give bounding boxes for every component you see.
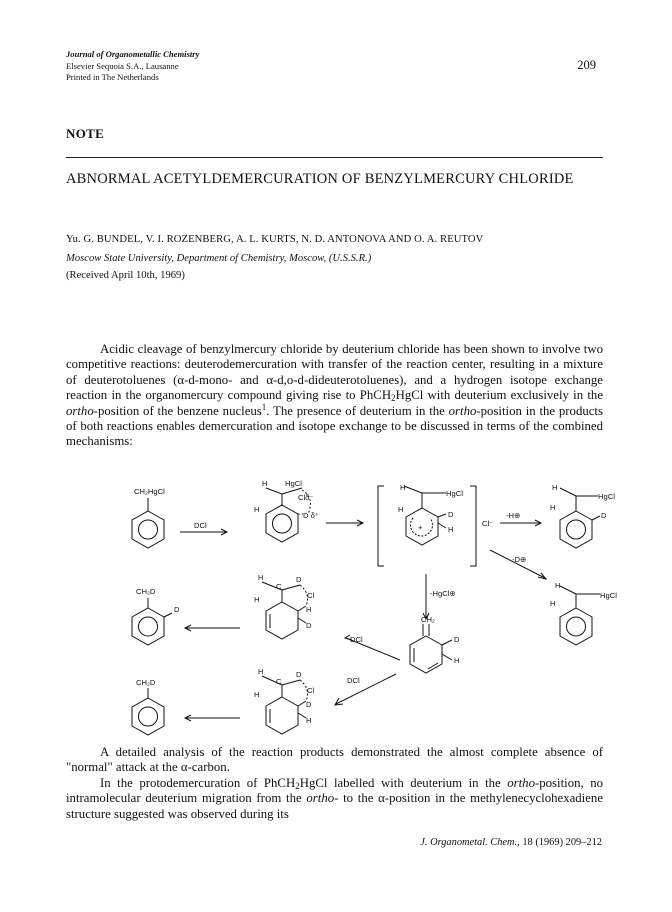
- affiliation: Moscow State University, Department of Chemistry, Moscow, (U.S.S.R.): [66, 253, 372, 264]
- svg-text:D: D: [296, 575, 302, 584]
- paragraph-2: A detailed analysis of the reaction products demonstrated the almost complete absence of "normal" attack at the α-carbon.: [66, 745, 603, 775]
- ch2d-label-2: CH₂D: [136, 678, 156, 687]
- text-after-scheme: [66, 745, 603, 822]
- svg-text:D: D: [454, 635, 460, 644]
- divider: [66, 157, 603, 158]
- received-date: (Received April 10th, 1969): [66, 270, 185, 281]
- svg-text:Cl: Cl: [307, 686, 315, 695]
- svg-text:H: H: [448, 525, 454, 534]
- svg-text:C: C: [276, 582, 282, 591]
- svg-text:D: D: [601, 511, 607, 520]
- cl-minus-label: Cl⁻: [482, 519, 494, 528]
- svg-text:H: H: [306, 716, 312, 725]
- d-delta-label: D δ⁺: [303, 511, 319, 520]
- svg-text:H: H: [262, 479, 268, 488]
- start-group-label: CH₂HgCl: [134, 487, 165, 496]
- svg-text:H: H: [258, 573, 264, 582]
- svg-text:D: D: [306, 621, 312, 630]
- svg-text:D: D: [448, 510, 454, 519]
- reference-1: 1: [261, 401, 267, 412]
- minus-d-label: -D⊕: [512, 555, 527, 564]
- journal-header: [66, 49, 199, 84]
- svg-text:H: H: [398, 505, 404, 514]
- cl-delta-label: Clδ⁻: [298, 493, 314, 502]
- svg-text:H: H: [306, 605, 312, 614]
- svg-text:H: H: [254, 505, 260, 514]
- ch2-label: CH₂: [421, 615, 435, 624]
- minus-h-label: -H⊕: [506, 511, 521, 520]
- paragraph-3: In the protodemercuration of PhCH$_2$HgCl labelled with deuterium in the ortho-position, no intramolecular deuterium migration from the ortho- to the α-position in the methylenecyclohexadiene structure suggested was observed during its: [66, 775, 603, 821]
- svg-text:H: H: [254, 595, 260, 604]
- dcl-label-2: DCl: [350, 635, 363, 644]
- footer-citation: J. Organometal. Chem., 18 (1969) 209–212: [420, 837, 602, 848]
- svg-text:Cl: Cl: [307, 591, 315, 600]
- svg-text:D: D: [174, 605, 180, 614]
- printed-in: Printed in The Netherlands: [66, 72, 159, 82]
- paragraph-1: Acidic cleavage of benzylmercury chloride by deuterium chloride has been shown to involve two competitive reactions: deuterodemercuration with transfer of the reaction center, resulting in a mixture of deuterotoluenes (α-d-mono- and α-d,o-d-dideuterotoluenes), and a hydrogen isotope exchange reaction in the organomercury compound giving rise to PhCH$_2$HgCl with deuterium exclusively in the ortho-position of the benzene nucleus$^1$. The presence of deuterium in the ortho-position in the products of both reactions enables demercuration and isotope exchange to be discussed in terms of the combined mechanisms:: [66, 342, 603, 449]
- svg-text:HgCl: HgCl: [600, 591, 617, 600]
- section-label: NOTE: [66, 126, 105, 141]
- minus-hgcl-label: -HgCl⊕: [430, 589, 456, 598]
- svg-text:HgCl: HgCl: [446, 489, 463, 498]
- svg-text:HgCl: HgCl: [598, 492, 615, 501]
- svg-text:H: H: [552, 483, 558, 492]
- page-number: 209: [577, 58, 596, 72]
- svg-text:H: H: [254, 690, 260, 699]
- svg-text:C: C: [276, 677, 282, 686]
- svg-text:H: H: [550, 599, 556, 608]
- svg-text:H: H: [550, 503, 556, 512]
- svg-text:H: H: [555, 581, 561, 590]
- journal-name: Journal of Organometallic Chemistry: [66, 49, 200, 59]
- reaction-scheme: [0, 478, 672, 740]
- svg-text:H: H: [258, 667, 264, 676]
- svg-text:HgCl: HgCl: [285, 479, 302, 488]
- footer-journal: J. Organometal. Chem.: [420, 837, 518, 848]
- ch2d-label: CH₂D: [136, 587, 156, 596]
- svg-text:D: D: [306, 700, 312, 709]
- paper-title: ABNORMAL ACETYLDEMERCURATION OF BENZYLMERCURY CHLORIDE: [66, 171, 574, 187]
- dcl-label-3: DCl: [347, 676, 360, 685]
- svg-text:H: H: [454, 656, 460, 665]
- plus-label: +: [418, 523, 423, 532]
- svg-text:H: H: [400, 483, 406, 492]
- authors: Yu. G. BUNDEL, V. I. ROZENBERG, A. L. KURTS, N. D. ANTONOVA AND O. A. REUTOV: [66, 234, 484, 245]
- dcl-label: DCl: [194, 521, 207, 530]
- publisher: Elsevier Sequoia S.A., Lausanne: [66, 60, 179, 71]
- svg-text:D: D: [296, 670, 302, 679]
